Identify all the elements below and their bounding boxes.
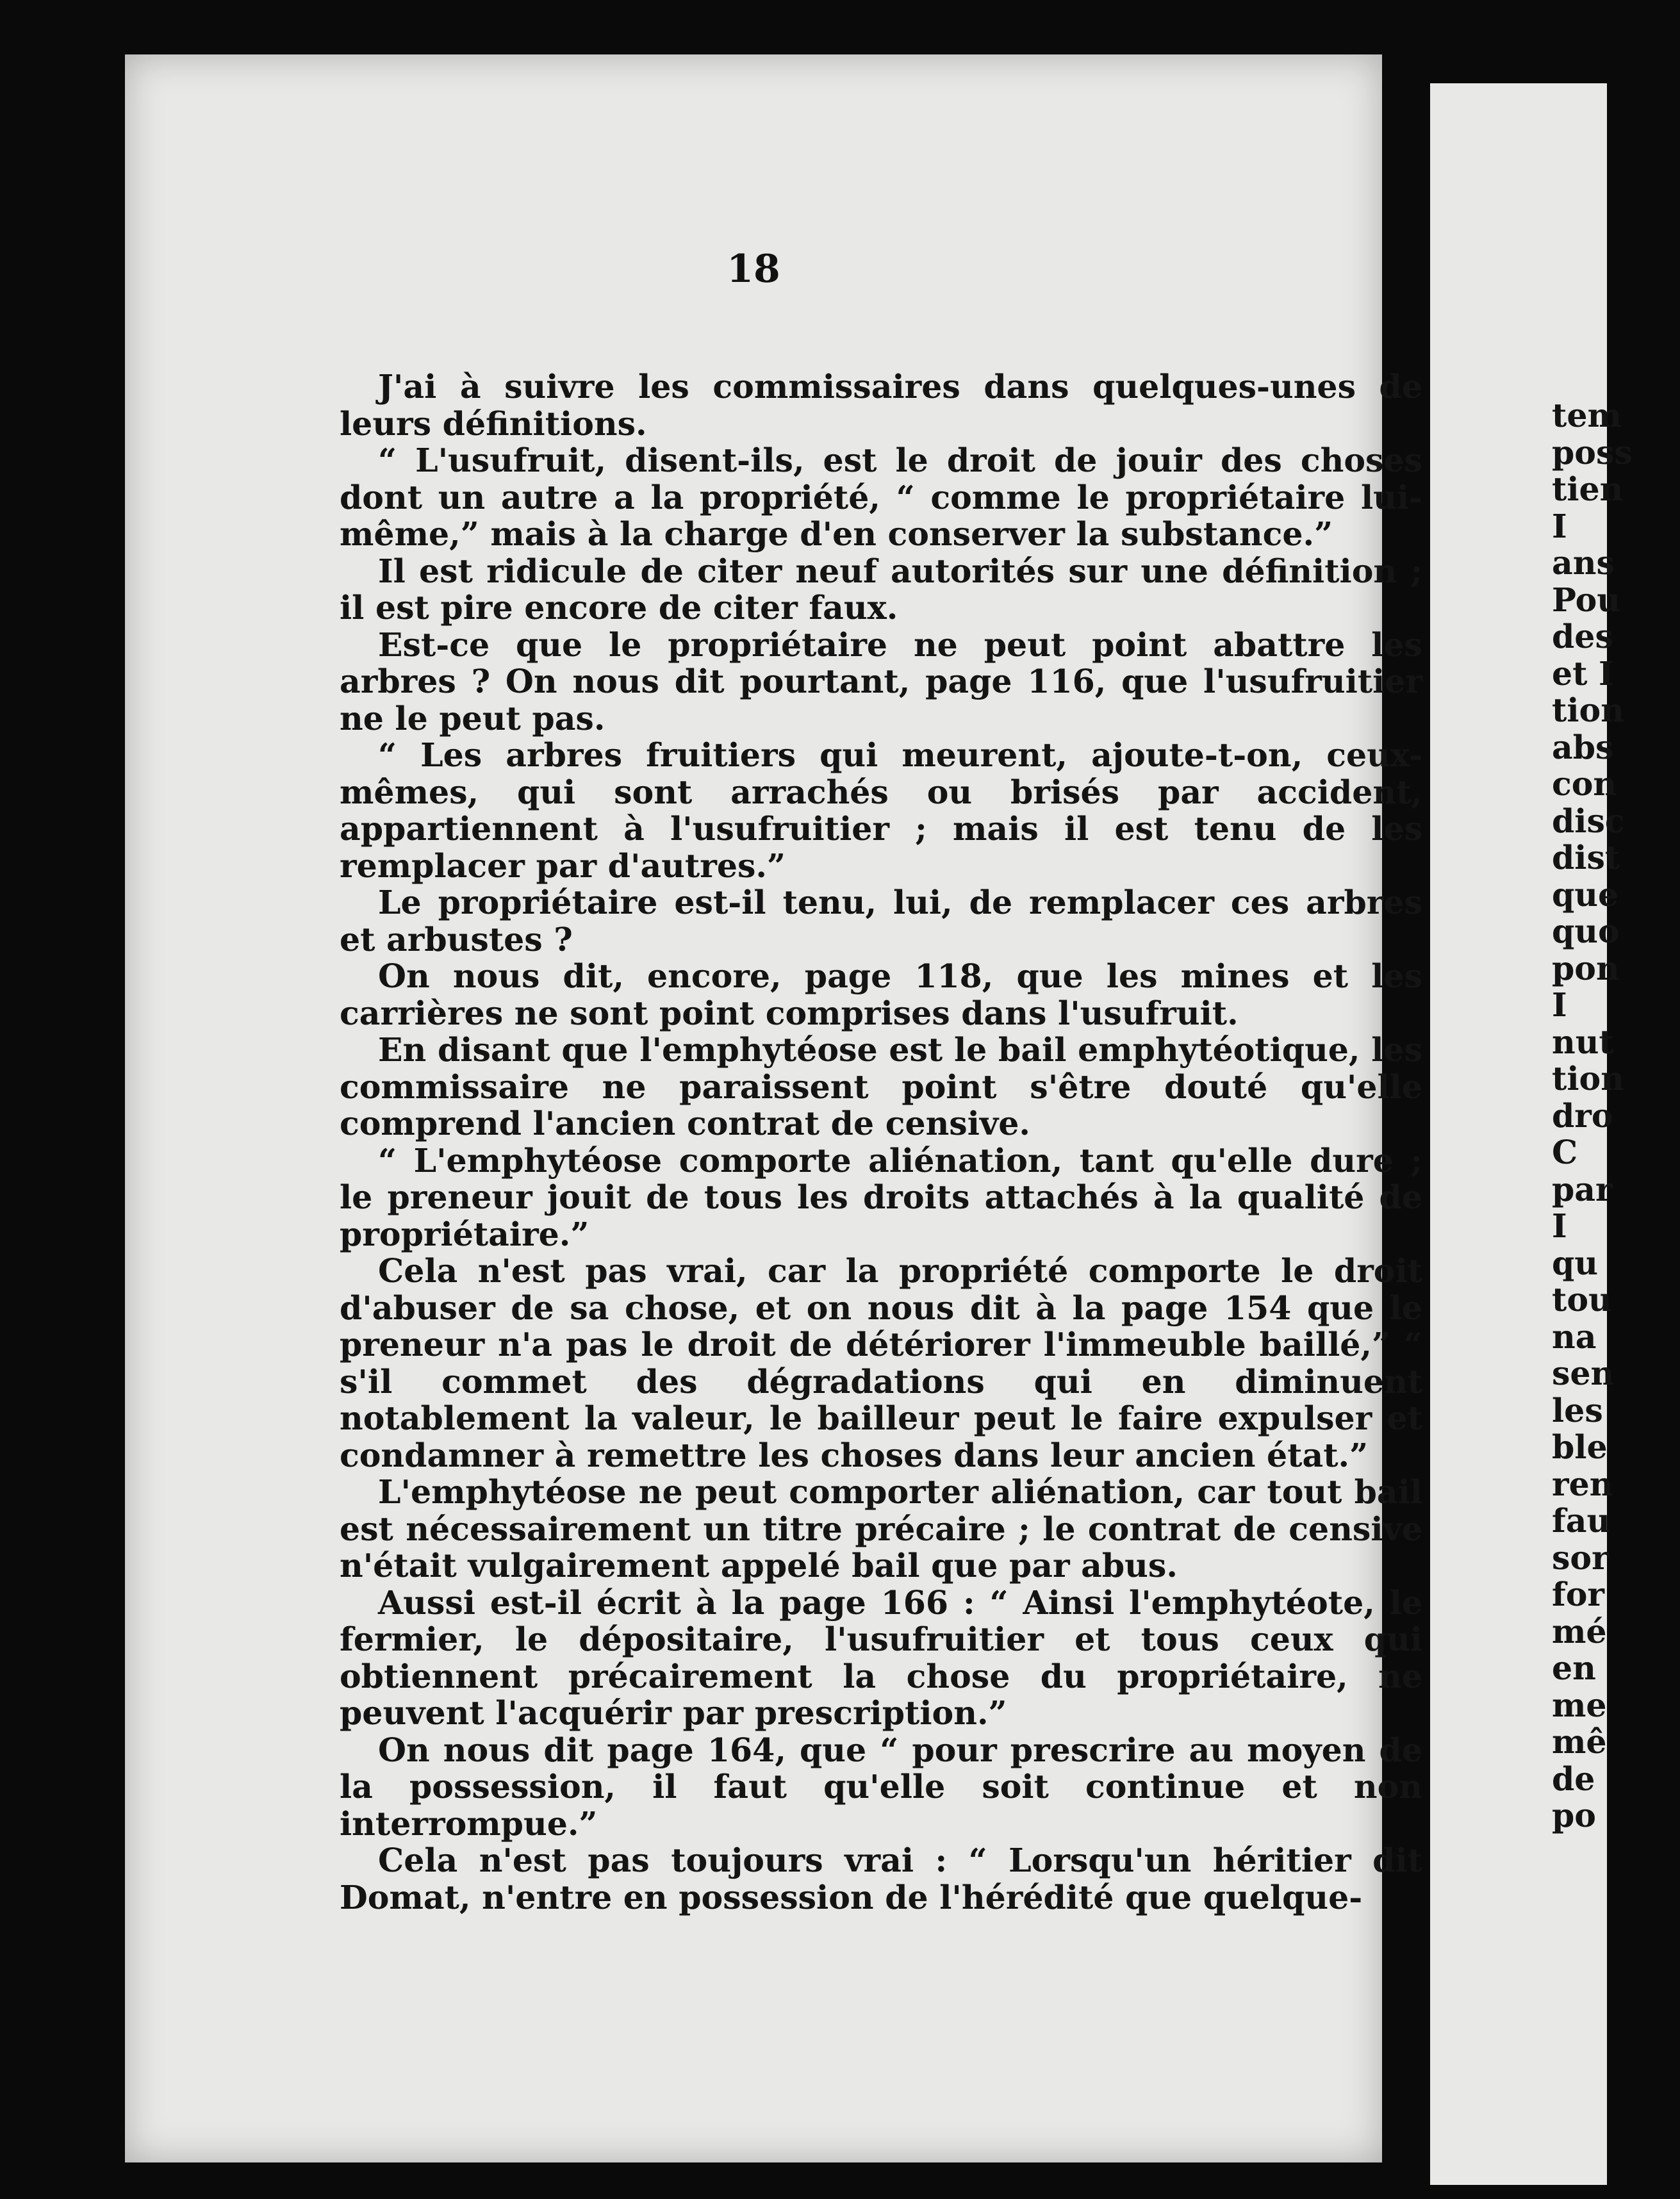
edge-line: ren <box>1552 1465 1613 1503</box>
edge-line: quo <box>1552 912 1620 950</box>
edge-line: na <box>1552 1317 1597 1356</box>
edge-line: tion <box>1552 691 1624 729</box>
edge-line: mê <box>1552 1723 1607 1761</box>
edge-line: en <box>1552 1649 1596 1687</box>
edge-line: fau <box>1552 1502 1611 1540</box>
edge-line: tou <box>1552 1281 1612 1319</box>
paragraph-7: On nous dit, encore, page 118, que les mines et les carrières ne sont point comprises dans l'usufruit. <box>340 957 1422 1032</box>
edge-line: sor <box>1552 1538 1609 1577</box>
paragraph-13: On nous dit page 164, que “ pour prescrire au moyen de la possession, il faut qu'elle soit continue et non interrompue.” <box>340 1731 1422 1843</box>
paragraph-8: En disant que l'emphytéose est le bail emphytéotique, les commissaire ne paraissent point s'être douté qu'elle comprend l'ancien contrat de censive. <box>340 1031 1422 1142</box>
paragraph-2: “ L'usufruit, disent-ils, est le droit de jouir des choses dont un autre a la propriété, “ comme le propriétaire lui-même,” mais à la charge d'en conserver la substance.” <box>340 441 1422 553</box>
edge-line: par <box>1552 1170 1613 1208</box>
edge-line: con <box>1552 765 1617 803</box>
edge-line: sen <box>1552 1355 1615 1392</box>
facing-page-edge <box>1430 83 1633 2185</box>
edge-line: tion <box>1552 1060 1624 1098</box>
edge-line: et I <box>1552 654 1614 693</box>
book-page <box>125 54 1422 2162</box>
page-number: 18 <box>727 247 780 292</box>
edge-line: qu <box>1552 1244 1599 1282</box>
edge-line: me <box>1552 1686 1607 1724</box>
edge-line: mé <box>1552 1612 1607 1651</box>
paragraph-4: Est-ce que le propriétaire ne peut point abattre les arbres ? On nous dit pourtant, page 116, que l'usufruitier ne le peut pas. <box>340 625 1422 737</box>
edge-line: dist <box>1552 839 1620 877</box>
paragraph-14: Cela n'est pas toujours vrai : “ Lorsqu'un héritier dit Domat, n'entre en possession de l'hérédité que quelque- <box>340 1841 1422 1916</box>
edge-line: ble <box>1552 1428 1608 1466</box>
paragraph-11: L'emphytéose ne peut comporter aliénation, car tout bail est nécessairement un titre précaire ; le contrat de censive n'était vulgairement appelé bail que par abus. <box>340 1473 1422 1585</box>
edge-line: C <box>1552 1133 1578 1171</box>
edge-line: pon <box>1552 949 1620 987</box>
paragraph-10: Cela n'est pas vrai, car la propriété comporte le droit d'abuser de sa chose, et on nous dit à la page 154 que le preneur n'a pas le droit de détériorer l'immeuble baillé,” “ s'il commet des dégradations qui en diminuent notablement la valeur, le bailleur peut le faire expulser et condamner à remettre les choses dans leur ancien état.” <box>340 1252 1422 1474</box>
edge-line: disc <box>1552 802 1625 840</box>
facing-page-text-fragments <box>1552 397 1680 1834</box>
edge-line: I <box>1552 507 1567 545</box>
edge-line: nut <box>1552 1023 1614 1061</box>
edge-line: dro <box>1552 1096 1613 1135</box>
paragraph-12: Aussi est-il écrit à la page 166 : “ Ainsi l'emphytéote, le fermier, le dépositaire, l'usufruitier et tous ceux qui obtiennent précairement la chose du propriétaire, ne peuvent l'acquérir par prescription.” <box>340 1583 1422 1732</box>
edge-line: I <box>1552 1207 1567 1245</box>
paragraph-6: Le propriétaire est-il tenu, lui, de remplacer ces arbres et arbustes ? <box>340 884 1422 959</box>
edge-line: po <box>1552 1797 1596 1834</box>
page-body-text <box>340 368 1422 1916</box>
edge-line: des <box>1552 618 1613 655</box>
edge-line: Pou <box>1552 581 1621 619</box>
edge-line: de <box>1552 1759 1595 1798</box>
edge-line: ans <box>1552 544 1615 582</box>
edge-line: I <box>1552 986 1567 1024</box>
edge-line: tem <box>1552 397 1622 434</box>
edge-line: que <box>1552 875 1619 914</box>
paragraph-9: “ L'emphytéose comporte aliénation, tant qu'elle dure ; le preneur jouit de tous les droits attachés à la qualité de propriétaire.” <box>340 1141 1422 1253</box>
edge-line: abs <box>1552 728 1614 766</box>
edge-line: poss <box>1552 433 1633 472</box>
edge-line: tien <box>1552 470 1624 508</box>
edge-line: for <box>1552 1576 1605 1613</box>
paragraph-3: Il est ridicule de citer neuf autorités sur une définition ; il est pire encore de citer faux. <box>340 552 1422 627</box>
paragraph-1: J'ai à suivre les commissaires dans quelques-unes de leurs définitions. <box>340 368 1422 443</box>
edge-line: les <box>1552 1391 1603 1429</box>
paragraph-5: “ Les arbres fruitiers qui meurent, ajoute-t-on, ceux-mêmes, qui sont arrachés ou brisés par accident, appartiennent à l'usufruitier ; mais il est tenu de les remplacer par d'autres.” <box>340 736 1422 885</box>
